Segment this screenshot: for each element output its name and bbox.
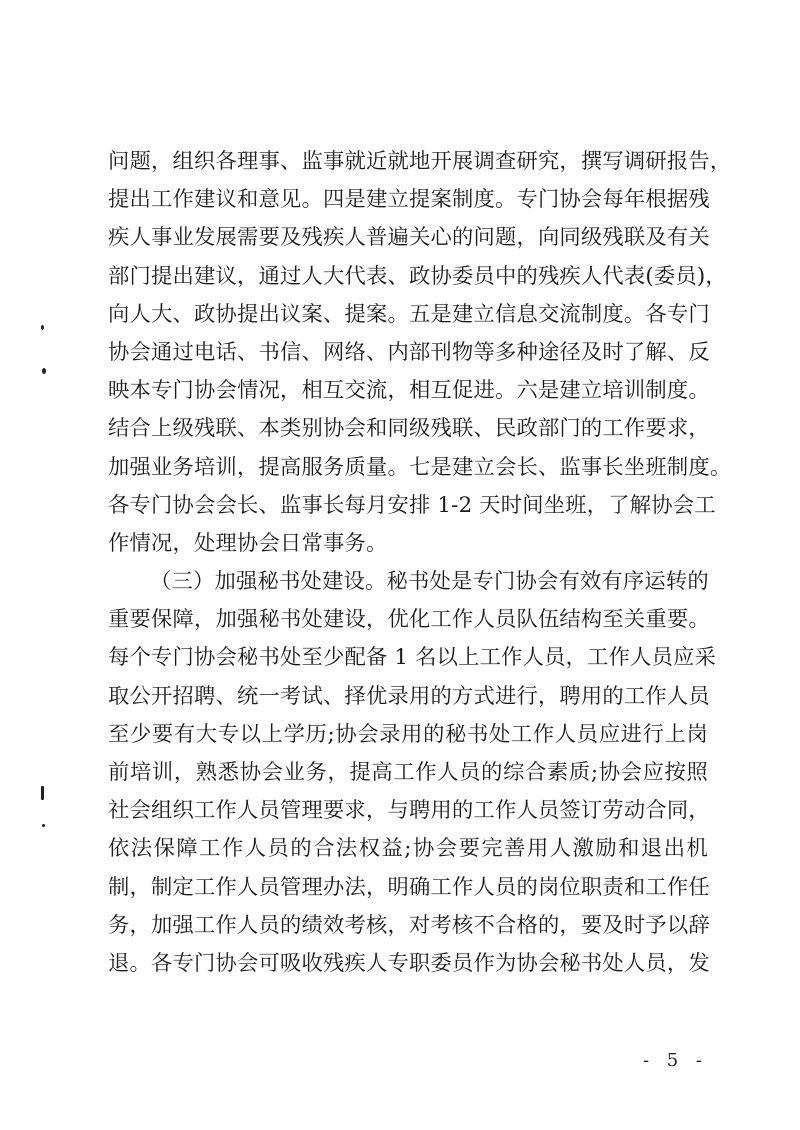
text-line: 务，加强工作人员的绩效考核，对考核不合格的，要及时予以辞: [108, 912, 710, 938]
text-line: 映本专门协会情况，相互交流，相互促进。六是建立培训制度。: [108, 378, 710, 404]
text-line: 前培训，熟悉协会业务，提高工作人员的综合素质;协会应按照: [108, 760, 708, 785]
text-line: 提出工作建议和意见。四是建立提案制度。专门协会每年根据残: [108, 187, 710, 213]
text-line: 向人大、政协提出议案、提案。五是建立信息交流制度。各专门: [108, 301, 710, 327]
page-number: - 5 -: [642, 1050, 708, 1071]
text-line: 协会通过电话、书信、网络、内部刊物等多种途径及时了解、反: [108, 339, 710, 365]
text-line: 每个专门协会秘书处至少配备 1 名以上工作人员，工作人员应采: [108, 645, 717, 671]
text-line: 部门提出建议，通过人大代表、政协委员中的残疾人代表(委员)，: [108, 263, 727, 289]
text-line: 退。各专门协会可吸收残疾人专职委员作为协会秘书处人员，发: [108, 950, 710, 976]
text-line: 取公开招聘、统一考试、择优录用的方式进行，聘用的工作人员: [108, 683, 710, 709]
document-body: [108, 143, 732, 983]
scan-mark: [41, 325, 44, 330]
text-line: 问题，组织各理事、监事就近就地开展调查研究，撰写调研报告，: [108, 149, 732, 174]
text-line: 加强业务培训，提高服务质量。七是建立会长、监事长坐班制度。: [108, 454, 732, 480]
scan-mark: [42, 824, 45, 827]
text-line: 各专门协会会长、监事长每月安排 1-2 天时间坐班，了解协会工: [108, 492, 716, 518]
text-line: 结合上级残联、本类别协会和同级残联、民政部门的工作要求，: [108, 416, 710, 442]
text-line: 重要保障，加强秘书处建设，优化工作人员队伍结构至关重要。: [108, 607, 710, 633]
text-line: 制，制定工作人员管理办法，明确工作人员的岗位职责和工作任: [108, 874, 710, 900]
text-line: 至少要有大专以上学历;协会录用的秘书处工作人员应进行上岗: [108, 721, 708, 747]
text-line: 作情况，处理协会日常事务。: [108, 530, 388, 556]
scan-mark: [42, 368, 46, 374]
section-heading-line: （三）加强秘书处建设。秘书处是专门协会有效有序运转的: [150, 569, 709, 595]
scan-mark: [41, 786, 44, 800]
text-line: 社会组织工作人员管理要求，与聘用的工作人员签订劳动合同，: [108, 798, 710, 824]
text-line: 疾人事业发展需要及残疾人普遍关心的问题，向同级残联及有关: [108, 225, 710, 251]
text-line: 依法保障工作人员的合法权益;协会要完善用人激励和退出机: [108, 836, 708, 862]
